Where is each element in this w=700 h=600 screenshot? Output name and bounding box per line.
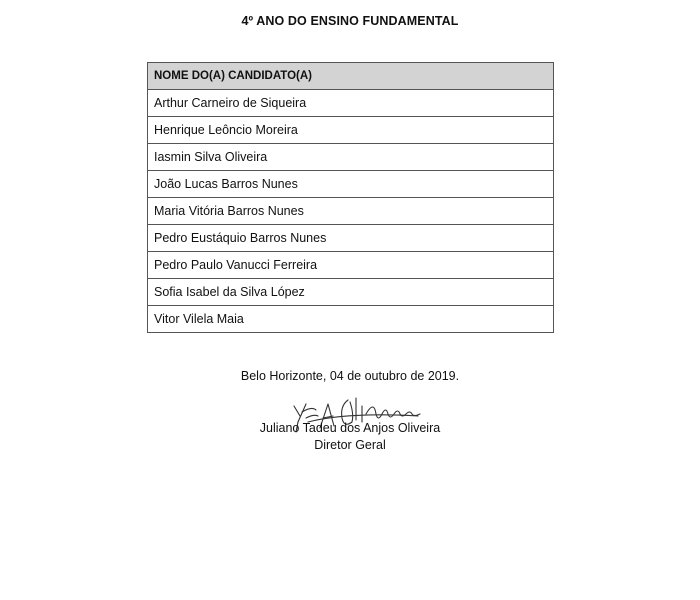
place-date: Belo Horizonte, 04 de outubro de 2019. [240,369,460,383]
candidate-name: Vitor Vilela Maia [148,306,554,333]
candidate-name: João Lucas Barros Nunes [148,171,554,198]
table-row [148,225,554,252]
page-title: 4º ANO DO ENSINO FUNDAMENTAL [241,14,459,28]
candidate-name: Pedro Eustáquio Barros Nunes [148,225,554,252]
candidate-name: Maria Vitória Barros Nunes [148,198,554,225]
table-row [148,198,554,225]
table-row [148,90,554,117]
candidates-table [147,62,554,333]
signer-role: Diretor Geral [314,438,386,452]
table-row [148,117,554,144]
table-row [148,171,554,198]
table-row [148,279,554,306]
table-row [148,306,554,333]
candidate-name: Pedro Paulo Vanucci Ferreira [148,252,554,279]
table-header-row [148,63,554,90]
column-header-candidate-name: NOME DO(A) CANDIDATO(A) [148,63,554,90]
table-row [148,144,554,171]
candidate-name: Sofia Isabel da Silva López [148,279,554,306]
signer-name: Juliano Tadeu dos Anjos Oliveira [259,421,441,435]
candidate-name: Iasmin Silva Oliveira [148,144,554,171]
candidate-name: Henrique Leôncio Moreira [148,117,554,144]
table-row [148,252,554,279]
candidate-name: Arthur Carneiro de Siqueira [148,90,554,117]
